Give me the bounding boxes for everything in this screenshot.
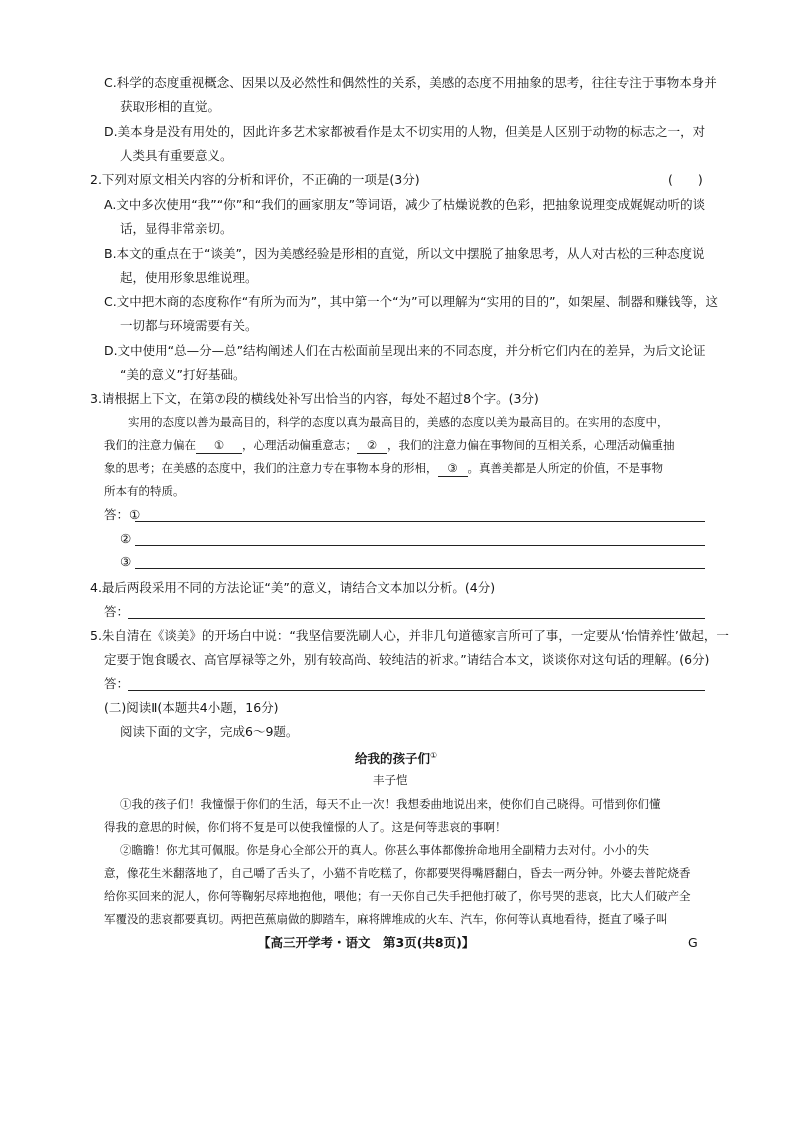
q3-blank-3[interactable]: ③ (438, 460, 468, 477)
q2-option-a-line2: 话，显得非常亲切。 (120, 221, 233, 236)
q5-answer-line[interactable] (128, 690, 705, 691)
article-paragraph-2-line3: 给你买回来的泥人，你何等鞠躬尽瘁地抱他，喂他；有一天你自己失手把他打破了，你号哭的悲哀，比大人们破产全 (104, 889, 691, 903)
article-paragraph-1-line2: 得我的意思的时候，你们将不复是可以使我憧憬的人了。这是何等悲哀的事啊！ (104, 820, 507, 834)
q5-stem-line1: 5.朱自清在《谈美》的开场白中说：“我坚信要洗刷人心，并非几句道德家言所可了事，一定要从‘怡情养性’做起，一 (90, 628, 729, 643)
q2-answer-paren[interactable]: ( ) (668, 172, 703, 187)
q3-blank-2[interactable]: ② (357, 437, 387, 454)
q5-answer-label: 答： (104, 676, 130, 691)
q3-passage-line2 (104, 437, 675, 454)
article-paragraph-1-line1: ①我的孩子们！我憧憬于你们的生活，每天不止一次！我想委曲地说出来，使你们自己晓得。可惜到你们懂 (120, 797, 661, 811)
q3-text: ，心理活动偏重意志； (242, 438, 357, 452)
q3-passage-line1: 实用的态度以善为最高目的，科学的态度以真为最高目的，美感的态度以美为最高目的。在实用的态度中， (128, 415, 669, 429)
q3-answer-label-2: ② (120, 531, 132, 546)
q2-option-d-line2: “美的意义”打好基础。 (120, 367, 246, 382)
q2-stem: 2.下列对原文相关内容的分析和评价，不正确的一项是(3分) (90, 172, 420, 187)
q3-answer-line-2[interactable] (135, 545, 705, 546)
q4-answer-line[interactable] (128, 618, 705, 619)
q3-text: 象的思考；在美感的态度中，我们的注意力专在事物本身的形相， (104, 461, 438, 475)
q4-stem: 4.最后两段采用不同的方法论证“美”的意义，请结合文本加以分析。(4分) (90, 580, 496, 595)
q3-answer-label-3: ③ (120, 554, 132, 569)
section-2-header: (二)阅读Ⅱ(本题共4小题，16分) (104, 700, 279, 715)
q1-option-d-line1: D.美本身是没有用处的，因此许多艺术家都被看作是太不切实用的人物，但美是人区别于动物的标志之一，对 (104, 124, 706, 139)
paper-version-code: G (688, 935, 698, 950)
q2-option-c-line2: 一切都与环境需要有关。 (120, 318, 258, 333)
article-paragraph-2-line4: 军覆没的悲哀都要真切。两把芭蕉扇做的脚踏车，麻将牌堆成的火车、汽车，你何等认真地看待，挺直了嗓子叫 (104, 912, 668, 926)
q3-passage-line4: 所本有的特质。 (104, 484, 185, 498)
article-paragraph-2-line2: 意，像花生米翻落地了，自己嚼了舌头了，小猫不肯吃糕了，你都要哭得嘴唇翻白，昏去一两分钟。外婆去普陀烧香 (104, 866, 691, 880)
q5-stem-line2: 定要于饱食暖衣、高官厚禄等之外，别有较高尚、较纯洁的祈求。”请结合本文，谈谈你对这句话的理解。(6分) (104, 652, 710, 667)
q2-option-b-line2: 起，使用形象思维说理。 (120, 270, 258, 285)
q1-option-c-line1: C.科学的态度重视概念、因果以及必然性和偶然性的关系，美感的态度不用抽象的思考，往往专注于事物本身并 (104, 75, 717, 90)
q2-option-c-line1: C.文中把木商的态度称作“有所为而为”，其中第一个“为”可以理解为“实用的目的”，如架屋、制器和赚钱等，这 (104, 294, 719, 309)
q4-answer-label: 答： (104, 604, 130, 619)
article-title-text: 给我的孩子们 (355, 751, 431, 767)
q3-answer-label: 答：① (104, 507, 141, 522)
footnote-mark: ① (430, 751, 438, 760)
q3-blank-1[interactable]: ① (196, 437, 242, 454)
q3-passage-line3 (104, 460, 663, 477)
page-footer: 【高三开学考・语文 第3页(共8页)】 (258, 935, 475, 950)
article-title (355, 748, 437, 767)
q3-text: 。真善美都是人所定的价值，不是事物 (467, 461, 663, 475)
q3-answer-line-1[interactable] (135, 521, 705, 522)
q3-text: 我们的注意力偏在 (104, 438, 196, 452)
q1-option-c-line2: 获取形相的直觉。 (120, 99, 221, 114)
q2-option-b-line1: B.本文的重点在于“谈美”，因为美感经验是形相的直觉，所以文中摆脱了抽象思考，从人对古松的三种态度说 (104, 246, 705, 261)
article-author: 丰子恺 (373, 773, 408, 787)
q2-option-d-line1: D.文中使用“总—分—总”结构阐述人们在古松面前呈现出来的不同态度，并分析它们内在的差异，为后文论证 (104, 343, 706, 358)
q3-answer-line-3[interactable] (135, 568, 705, 569)
article-paragraph-2-line1: ②瞻瞻！你尤其可佩服。你是身心全部公开的真人。你甚么事体都像拚命地用全副精力去对付。小小的失 (120, 843, 649, 857)
q1-option-d-line2: 人类具有重要意义。 (120, 148, 233, 163)
section-2-instruction: 阅读下面的文字，完成6～9题。 (120, 724, 299, 739)
q3-text: ，我们的注意力偏在事物间的互相关系，心理活动偏重抽 (387, 438, 675, 452)
q3-stem: 3.请根据上下文，在第⑦段的横线处补写出恰当的内容，每处不超过8个字。(3分) (90, 391, 539, 406)
q2-option-a-line1: A.文中多次使用“我”“你”和“我们的画家朋友”等词语，减少了枯燥说教的色彩，把抽象说理变成娓娓动听的谈 (104, 197, 706, 212)
